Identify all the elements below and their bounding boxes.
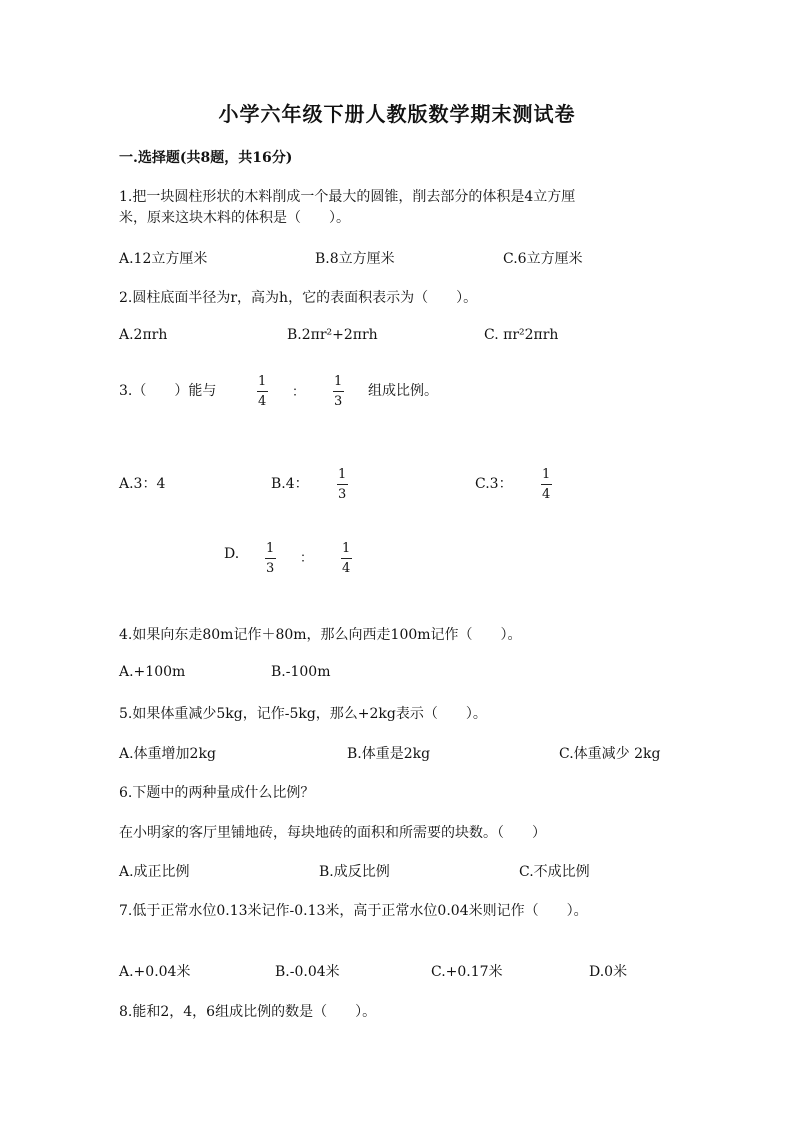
fraction-bar	[341, 558, 352, 559]
question-3-suffix: 组成比例。	[368, 383, 438, 399]
question-2-option-a[interactable]: A.2πrh	[119, 327, 168, 343]
fraction-denominator: 3	[266, 561, 275, 576]
question-3-fraction-2	[332, 374, 344, 409]
question-3-colon: ：	[292, 385, 306, 400]
fraction-numerator: 1	[258, 374, 267, 389]
question-3-option-a[interactable]: A.3：4	[119, 476, 166, 492]
fraction-denominator: 4	[542, 487, 551, 502]
question-1-line-1: 1.把一块圆柱形状的木料削成一个最大的圆锥，削去部分的体积是4立方厘	[119, 189, 576, 205]
fraction-bar	[333, 391, 344, 392]
question-3-fraction-1	[256, 374, 268, 409]
fraction-bar	[337, 484, 348, 485]
question-3-option-b-fraction	[336, 467, 348, 502]
question-1-option-b[interactable]: B.8立方厘米	[315, 251, 395, 267]
question-8-text: 8.能和2，4，6组成比例的数是（ ）。	[119, 1004, 377, 1020]
question-7-option-a[interactable]: A.+0.04米	[119, 964, 191, 980]
question-3-option-d-colon: ：	[300, 551, 314, 566]
page-title: 小学六年级下册人教版数学期末测试卷	[218, 102, 576, 126]
fraction-numerator: 1	[542, 467, 551, 482]
fraction-bar	[541, 484, 552, 485]
fraction-numerator: 1	[266, 541, 275, 556]
question-5-text: 5.如果体重减少5kg，记作-5kg，那么+2kg表示（ ）。	[119, 706, 487, 722]
question-7-option-c[interactable]: C.+0.17米	[431, 964, 503, 980]
question-2-option-b[interactable]: B.2πr²+2πrh	[287, 327, 378, 343]
question-2-option-c[interactable]: C. πr²2πrh	[484, 327, 559, 343]
question-7-option-d[interactable]: D.0米	[589, 964, 628, 980]
question-3-option-c[interactable]: C.3：	[475, 476, 513, 492]
question-6-option-b[interactable]: B.成反比例	[319, 864, 390, 880]
question-5-option-a[interactable]: A.体重增加2kg	[119, 746, 216, 762]
question-7-option-b[interactable]: B.-0.04米	[275, 964, 340, 980]
question-6-option-c[interactable]: C.不成比例	[519, 864, 590, 880]
question-1-option-c[interactable]: C.6立方厘米	[503, 251, 583, 267]
question-4-option-b[interactable]: B.-100m	[271, 664, 331, 680]
question-3-option-d-fraction-2	[340, 541, 352, 576]
question-3-option-d-fraction-1	[264, 541, 276, 576]
question-6-option-a[interactable]: A.成正比例	[119, 864, 190, 880]
question-1-line-2: 米，原来这块木料的体积是（ ）。	[119, 210, 350, 226]
question-3-prefix: 3.（ ）能与	[119, 383, 217, 399]
question-5-option-b[interactable]: B.体重是2kg	[347, 746, 431, 762]
question-7-text: 7.低于正常水位0.13米记作-0.13米，高于正常水位0.04米则记作（ ）。	[119, 903, 588, 919]
question-1-option-a[interactable]: A.12立方厘米	[119, 251, 208, 267]
fraction-numerator: 1	[338, 467, 347, 482]
question-3-option-d[interactable]: D.	[224, 546, 240, 562]
section-heading: 一.选择题(共8题，共16分)	[119, 150, 293, 166]
question-2-text: 2.圆柱底面半径为r，高为h，它的表面积表示为（ ）。	[119, 290, 478, 306]
question-4-option-a[interactable]: A.+100m	[119, 664, 186, 680]
fraction-denominator: 3	[334, 394, 343, 409]
question-5-option-c[interactable]: C.体重减少 2kg	[559, 746, 661, 762]
fraction-denominator: 4	[258, 394, 267, 409]
question-6-subtext: 在小明家的客厅里铺地砖，每块地砖的面积和所需要的块数。（ ）	[119, 825, 546, 841]
question-4-text: 4.如果向东走80m记作＋80m，那么向西走100m记作（ ）。	[119, 627, 522, 643]
fraction-denominator: 3	[338, 487, 347, 502]
question-3-option-c-fraction	[540, 467, 552, 502]
question-3-option-b[interactable]: B.4：	[271, 476, 309, 492]
fraction-bar	[257, 391, 268, 392]
fraction-denominator: 4	[342, 561, 351, 576]
fraction-numerator: 1	[342, 541, 351, 556]
fraction-numerator: 1	[334, 374, 343, 389]
question-6-text: 6.下题中的两种量成什么比例？	[119, 785, 315, 801]
fraction-bar	[265, 558, 276, 559]
